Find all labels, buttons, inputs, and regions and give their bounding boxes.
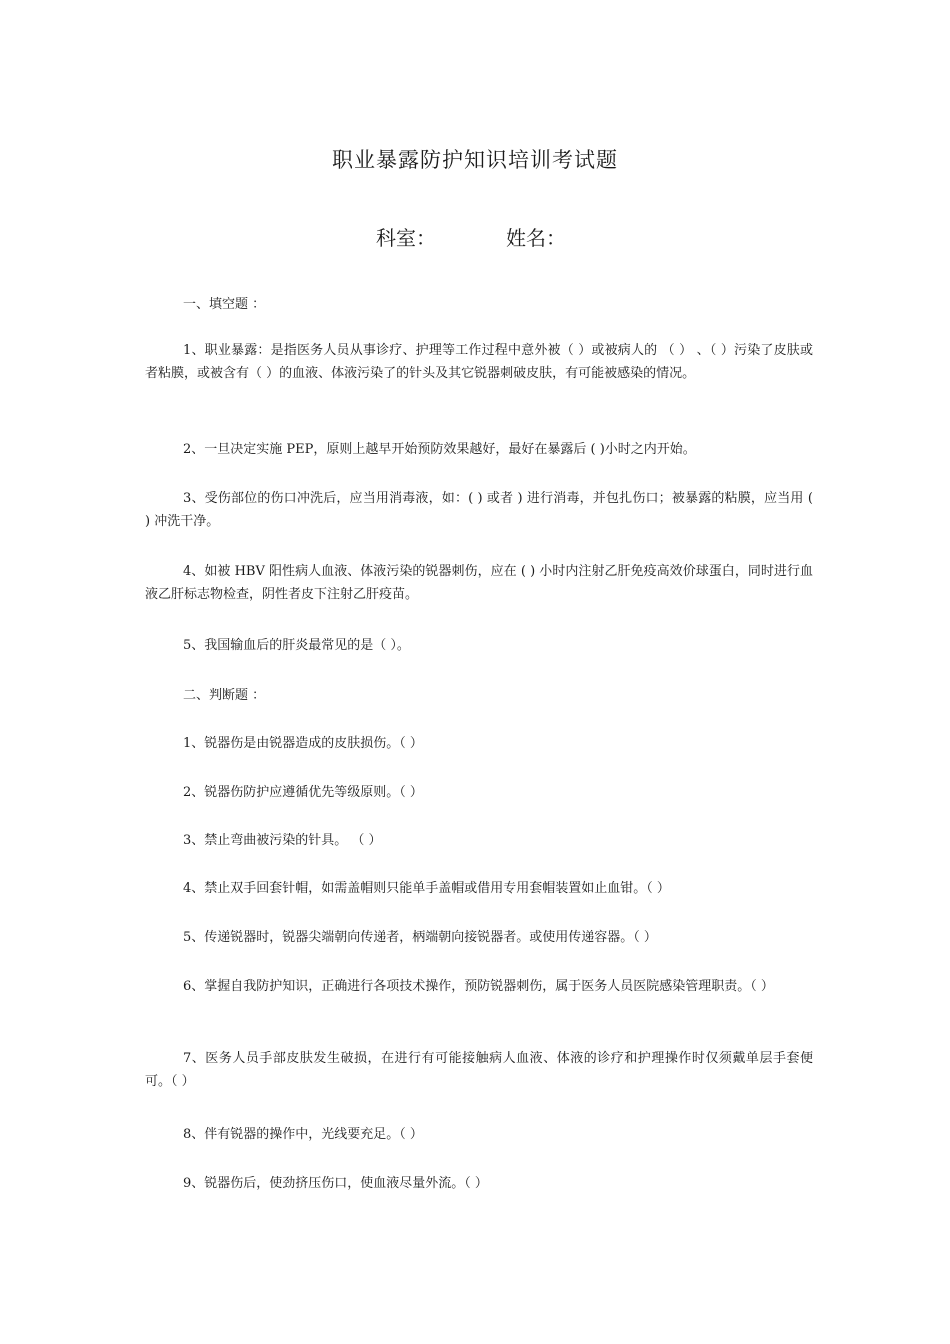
page-title: 职业暴露防护知识培训考试题 <box>332 148 618 172</box>
section-heading-true-false: 二、判断题 ： <box>183 688 266 703</box>
question-fill-1: 1、职业暴露：是指医务人员从事诊疗、护理等工作过程中意外被（ ）或被病人的 （ ） 、（ ）污染了皮肤或者粘膜，或被含有（ ）的血液、体液污染了的针头及其它锐器刺破皮肤，有可能被感染的情况。 <box>145 343 813 381</box>
section-heading-fill-blank: 一、填空题 ： <box>183 297 266 312</box>
question-fill-3: 3、受伤部位的伤口冲洗后，应当用消毒液，如：( ) 或者 ) 进行消毒，并包扎伤口；被暴露的粘膜，应当用 ( ) 冲洗干净。 <box>145 491 813 529</box>
name-label: 姓名： <box>506 226 566 250</box>
question-tf-9: 9、锐器伤后，使劲挤压伤口，使血液尽量外流。（ ） <box>183 1176 488 1191</box>
question-tf-8: 8、伴有锐器的操作中，光线要充足。（ ） <box>183 1127 423 1142</box>
question-tf-1: 1、锐器伤是由锐器造成的皮肤损伤。（ ） <box>183 736 423 751</box>
question-fill-4: 4、如被 HBV 阳性病人血液、体液污染的锐器刺伤，应在 ( ) 小时内注射乙肝免疫高效价球蛋白，同时进行血液乙肝标志物检查，阴性者皮下注射乙肝疫苗。 <box>145 564 813 602</box>
question-tf-3: 3、禁止弯曲被污染的针具。 （ ） <box>183 833 382 848</box>
question-tf-5: 5、传递锐器时，锐器尖端朝向传递者，柄端朝向接锐器者。或使用传递容器。（ ） <box>183 930 657 945</box>
question-tf-7: 7、医务人员手部皮肤发生破损，在进行有可能接触病人血液、体液的诊疗和护理操作时仅须戴单层手套便可。（ ） <box>145 1051 813 1089</box>
department-label: 科室： <box>376 226 436 250</box>
question-fill-2: 2、一旦决定实施 PEP，原则上越早开始预防效果越好，最好在暴露后 ( )小时之内开始。 <box>183 442 696 457</box>
question-tf-4: 4、禁止双手回套针帽，如需盖帽则只能单手盖帽或借用专用套帽装置如止血钳。（ ） <box>183 881 670 896</box>
question-fill-5: 5、我国输血后的肝炎最常见的是（ ）。 <box>183 638 410 653</box>
question-tf-2: 2、锐器伤防护应遵循优先等级原则。（ ） <box>183 785 423 800</box>
question-tf-6: 6、掌握自我防护知识，正确进行各项技术操作，预防锐器刺伤，属于医务人员医院感染管理职责。（ ） <box>183 979 774 994</box>
